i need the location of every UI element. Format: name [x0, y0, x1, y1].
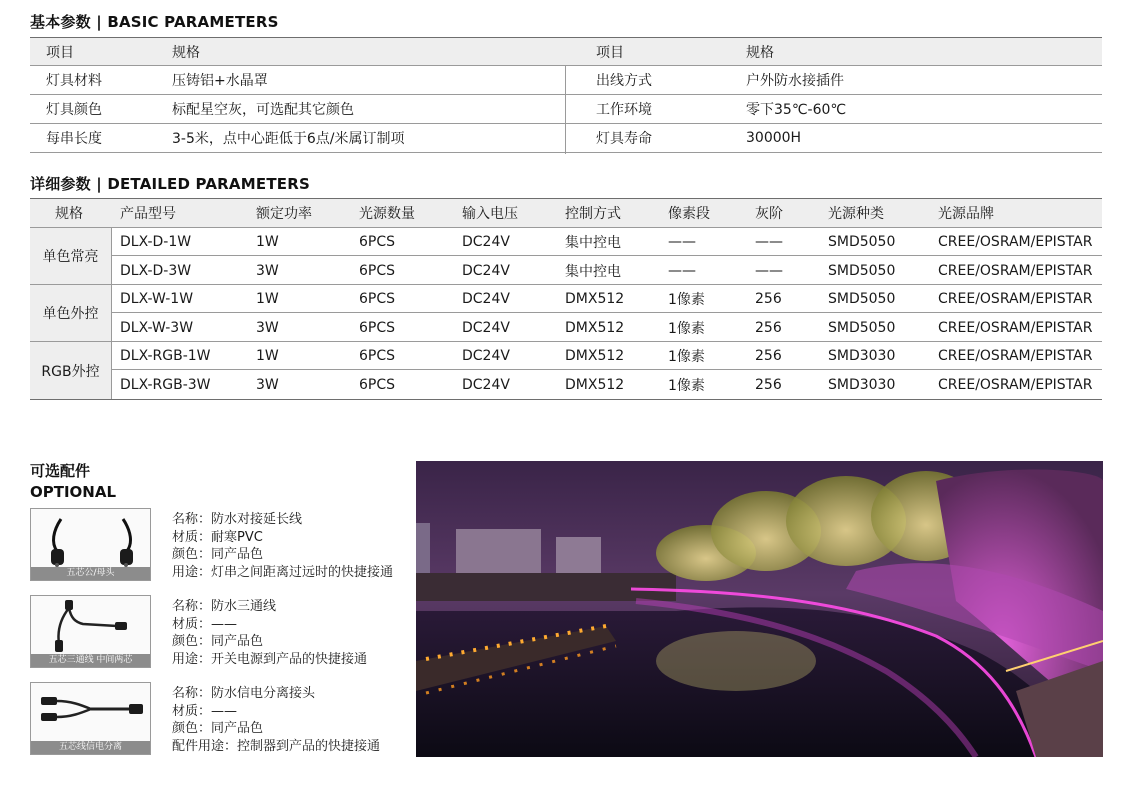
accessory-name: 名称：防水对接延长线 [172, 512, 303, 527]
spec-group [30, 285, 1102, 342]
spec-group [30, 228, 1102, 285]
night-riverside-illustration [416, 461, 1103, 757]
header-spec: 规格 [746, 44, 774, 61]
led-brand-cell: CREE/OSRAM/EPISTAR [938, 347, 1093, 364]
voltage-cell: DC24V [462, 377, 510, 393]
header-control: 控制方式 [565, 206, 621, 222]
count-cell: 6PCS [359, 320, 396, 336]
accessory-info [172, 685, 380, 755]
param-value: 3-5米，点中心距低于6点/米属订制项 [172, 131, 405, 147]
tee-connector-icon [31, 596, 151, 656]
control-cell: DMX512 [565, 347, 625, 364]
control-cell: 集中控电 [565, 234, 621, 251]
header-spec: 规格 [55, 206, 83, 222]
pixel-cell: 1像素 [668, 348, 705, 365]
led-brand-cell: CREE/OSRAM/EPISTAR [938, 233, 1093, 250]
model-cell: DLX-RGB-3W [120, 377, 211, 393]
grayscale-cell: 256 [755, 290, 782, 307]
accessory-material: 材质：—— [172, 616, 238, 632]
spec-group [30, 342, 1102, 399]
accessory-name: 名称：防水信电分离接头 [172, 686, 316, 701]
param-value: 零下35℃-60℃ [746, 102, 847, 118]
basic-parameters-table [30, 37, 1102, 153]
accessory-image-splitter [30, 682, 151, 755]
accessory-usage: 用途：灯串之间距离过远时的快捷接通 [172, 564, 394, 580]
pixel-cell: 1像素 [668, 291, 705, 308]
power-cell: 1W [256, 347, 279, 364]
header-grayscale: 灰阶 [755, 206, 783, 222]
voltage-cell: DC24V [462, 347, 510, 364]
param-name: 每串长度 [46, 131, 102, 147]
model-cell: DLX-D-3W [120, 263, 192, 279]
power-cell: 1W [256, 233, 279, 250]
grayscale-cell: 256 [755, 377, 782, 393]
header-led-brand: 光源品牌 [938, 206, 994, 222]
table-row [30, 66, 1102, 95]
basic-section-title: 基本参数 | BASIC PARAMETERS [30, 13, 279, 31]
header-voltage: 输入电压 [462, 206, 518, 222]
group-name: 单色常亮 [30, 228, 112, 284]
header-pixel: 像素段 [668, 206, 710, 222]
header-model: 产品型号 [120, 206, 176, 222]
led-brand-cell: CREE/OSRAM/EPISTAR [938, 290, 1093, 307]
led-type-cell: SMD5050 [828, 233, 896, 250]
control-cell: DMX512 [565, 377, 625, 393]
count-cell: 6PCS [359, 290, 396, 307]
led-brand-cell: CREE/OSRAM/EPISTAR [938, 320, 1093, 336]
model-cell: DLX-D-1W [120, 233, 192, 250]
count-cell: 6PCS [359, 233, 396, 250]
count-cell: 6PCS [359, 347, 396, 364]
count-cell: 6PCS [359, 377, 396, 393]
pixel-cell: —— [668, 233, 696, 250]
splitter-connector-icon [31, 683, 151, 743]
param-name: 灯具材料 [46, 73, 102, 89]
accessory-color: 颜色：同产品色 [172, 547, 264, 562]
accessory-material: 材质：—— [172, 703, 238, 719]
table-row [112, 285, 1102, 313]
header-item: 项目 [596, 44, 624, 61]
application-photo [416, 461, 1103, 757]
accessory-caption: 五芯线信电分离 [31, 741, 150, 754]
led-type-cell: SMD3030 [828, 377, 896, 393]
voltage-cell: DC24V [462, 290, 510, 307]
model-cell: DLX-W-3W [120, 320, 194, 336]
accessory-info [172, 598, 367, 668]
group-name: 单色外控 [30, 285, 112, 341]
control-cell: DMX512 [565, 320, 625, 336]
param-name: 工作环境 [596, 102, 652, 118]
accessory-image-extension-cable [30, 508, 151, 581]
group-name: RGB外控 [30, 342, 112, 399]
table-row [112, 228, 1102, 256]
table-row [112, 314, 1102, 342]
count-cell: 6PCS [359, 263, 396, 279]
grayscale-cell: —— [755, 263, 783, 279]
grayscale-cell: 256 [755, 320, 782, 336]
table-row [30, 95, 1102, 124]
model-cell: DLX-RGB-1W [120, 347, 211, 364]
power-cell: 3W [256, 263, 279, 279]
header-led-count: 光源数量 [359, 206, 415, 222]
grayscale-cell: 256 [755, 347, 782, 364]
accessory-caption: 五芯公/母头 [31, 567, 150, 580]
param-value: 30000H [746, 130, 802, 146]
led-brand-cell: CREE/OSRAM/EPISTAR [938, 263, 1093, 279]
param-name: 出线方式 [596, 73, 652, 89]
connector-icon [31, 509, 151, 569]
accessory-color: 颜色：同产品色 [172, 721, 264, 736]
grayscale-cell: —— [755, 233, 783, 250]
header-item: 项目 [46, 44, 74, 61]
control-cell: DMX512 [565, 290, 625, 307]
param-value: 压铸铝+水晶罩 [172, 73, 268, 89]
header-spec: 规格 [172, 44, 200, 61]
voltage-cell: DC24V [462, 320, 510, 336]
basic-header-row [30, 38, 1102, 66]
power-cell: 3W [256, 377, 279, 393]
accessory-color: 颜色：同产品色 [172, 634, 264, 649]
detail-section-title: 详细参数 | DETAILED PARAMETERS [30, 175, 310, 193]
power-cell: 1W [256, 290, 279, 307]
param-value: 标配星空灰，可选配其它颜色 [172, 102, 354, 118]
voltage-cell: DC24V [462, 233, 510, 250]
power-cell: 3W [256, 320, 279, 336]
table-row [112, 371, 1102, 399]
pixel-cell: —— [668, 263, 696, 279]
accessory-name: 名称：防水三通线 [172, 599, 277, 614]
accessory-image-tee-cable [30, 595, 151, 668]
detailed-parameters-table [30, 198, 1102, 400]
optional-title-cn: 可选配件 [30, 462, 91, 480]
param-name: 灯具颜色 [46, 102, 102, 118]
control-cell: 集中控电 [565, 264, 621, 280]
optional-section-title [30, 461, 116, 503]
led-type-cell: SMD5050 [828, 263, 896, 279]
accessory-usage: 配件用途：控制器到产品的快捷接通 [172, 738, 381, 754]
accessory-caption: 五芯三通线 中间两芯 [31, 654, 150, 667]
led-type-cell: SMD3030 [828, 347, 896, 364]
accessory-material: 材质：耐寒PVC [172, 529, 263, 545]
detail-header-row [30, 199, 1102, 228]
table-row [112, 257, 1102, 285]
led-brand-cell: CREE/OSRAM/EPISTAR [938, 377, 1093, 393]
optional-title-en: OPTIONAL [30, 483, 117, 501]
led-type-cell: SMD5050 [828, 290, 896, 307]
table-row [30, 124, 1102, 153]
header-led-type: 光源种类 [828, 206, 884, 222]
voltage-cell: DC24V [462, 263, 510, 279]
param-name: 灯具寿命 [596, 131, 652, 147]
pixel-cell: 1像素 [668, 321, 705, 337]
accessory-info [172, 511, 393, 581]
pixel-cell: 1像素 [668, 378, 705, 394]
led-type-cell: SMD5050 [828, 320, 896, 336]
table-row [112, 342, 1102, 370]
header-power: 额定功率 [256, 206, 312, 222]
accessory-usage: 用途：开关电源到产品的快捷接通 [172, 651, 368, 667]
param-value: 户外防水接插件 [746, 73, 844, 89]
model-cell: DLX-W-1W [120, 290, 194, 307]
